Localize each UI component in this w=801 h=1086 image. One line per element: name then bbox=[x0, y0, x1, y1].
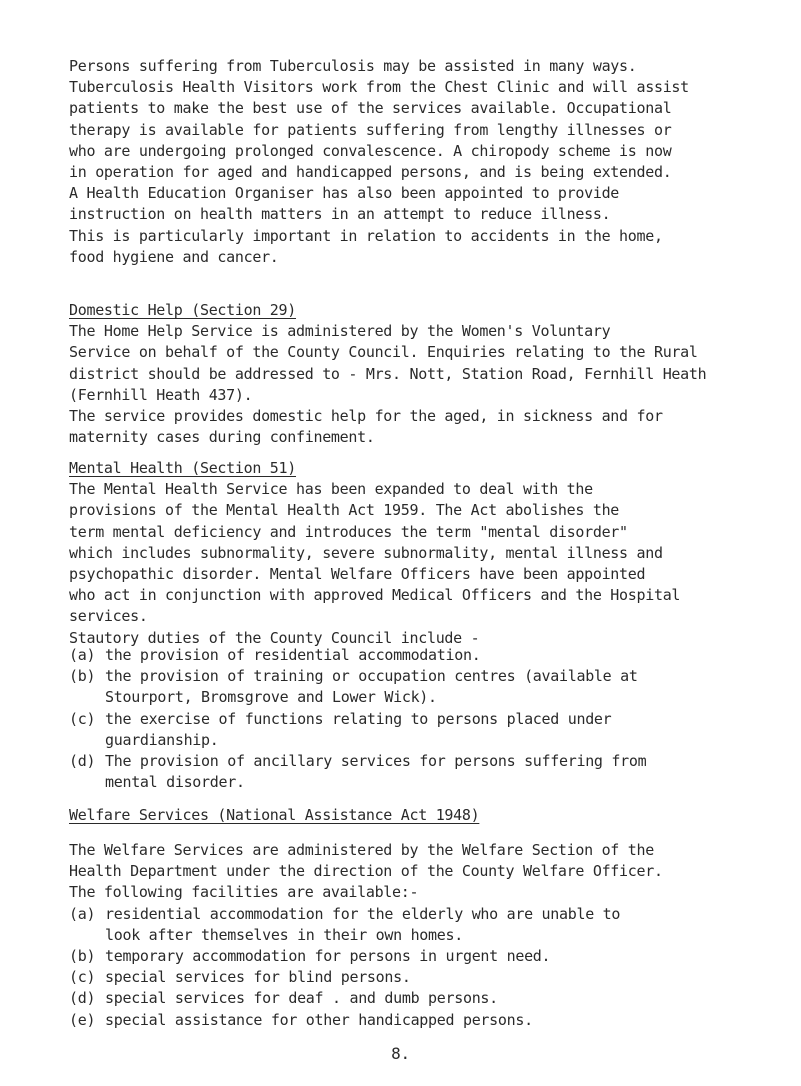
list-marker: (a) bbox=[69, 904, 96, 923]
page-number: 8. bbox=[391, 1044, 410, 1063]
mental-health-section bbox=[69, 458, 789, 649]
list-item-text: special services for deaf . and dumb persons. bbox=[105, 989, 498, 1008]
paragraph-line: psychopathic disorder. Mental Welfare Officers have been appointed bbox=[69, 564, 646, 583]
paragraph-line: This is particularly important in relation to accidents in the home, bbox=[69, 226, 663, 245]
list-item-text: look after themselves in their own homes. bbox=[105, 925, 463, 944]
mental-health-duties-list bbox=[69, 645, 789, 793]
paragraph-line: provisions of the Mental Health Act 1959. The Act abolishes the bbox=[69, 501, 620, 520]
list-item-text: Stourport, Bromsgrove and Lower Wick). bbox=[105, 688, 437, 707]
list-marker: (b) bbox=[69, 946, 96, 965]
list-item bbox=[69, 645, 789, 666]
paragraph-line: Stautory duties of the County Council include - bbox=[69, 628, 480, 647]
list-item-text: special assistance for other handicapped persons. bbox=[105, 1010, 533, 1029]
welfare-services-section bbox=[69, 805, 789, 826]
paragraph-line: (Fernhill Heath 437). bbox=[69, 385, 253, 404]
list-item-text: temporary accommodation for persons in urgent need. bbox=[105, 946, 551, 965]
paragraph-line: food hygiene and cancer. bbox=[69, 247, 279, 266]
list-item bbox=[69, 967, 789, 988]
list-item-text: guardianship. bbox=[105, 730, 219, 749]
paragraph-line: which includes subnormality, severe subnormality, mental illness and bbox=[69, 543, 663, 562]
paragraph-line: Persons suffering from Tuberculosis may be assisted in many ways. bbox=[69, 57, 637, 75]
list-item-text: special services for blind persons. bbox=[105, 968, 411, 987]
paragraph-line: maternity cases during confinement. bbox=[69, 428, 375, 447]
list-marker: (c) bbox=[69, 709, 96, 728]
list-item bbox=[69, 904, 789, 946]
paragraph-line: district should be addressed to - Mrs. Nott, Station Road, Fernhill Heath bbox=[69, 364, 707, 383]
list-marker: (d) bbox=[69, 989, 96, 1008]
paragraph-line: A Health Education Organiser has also been appointed to provide bbox=[69, 184, 620, 203]
paragraph-line: term mental deficiency and introduces the term "mental disorder" bbox=[69, 522, 628, 541]
list-marker: (c) bbox=[69, 968, 96, 987]
list-item-text: the exercise of functions relating to persons placed under bbox=[105, 709, 612, 728]
list-item-text: residential accommodation for the elderly who are unable to bbox=[105, 904, 621, 923]
section-heading: Domestic Help (Section 29) bbox=[69, 301, 297, 319]
list-item bbox=[69, 1010, 789, 1031]
paragraph-line: therapy is available for patients suffering from lengthy illnesses or bbox=[69, 120, 672, 139]
list-marker: (a) bbox=[69, 646, 96, 664]
paragraph-line: instruction on health matters in an attempt to reduce illness. bbox=[69, 205, 611, 224]
welfare-services-body bbox=[69, 840, 789, 1031]
paragraph-line: Service on behalf of the County Council. Enquiries relating to the Rural bbox=[69, 343, 698, 362]
paragraph-line: Health Department under the direction of the County Welfare Officer. bbox=[69, 862, 663, 881]
tuberculosis-paragraph bbox=[69, 56, 789, 268]
list-marker: (b) bbox=[69, 667, 96, 686]
list-item bbox=[69, 666, 789, 708]
paragraph-line: services. bbox=[69, 607, 148, 626]
list-item-text: the provision of training or occupation centres (available at bbox=[105, 667, 638, 686]
paragraph-line: Tuberculosis Health Visitors work from the Chest Clinic and will assist bbox=[69, 78, 689, 97]
paragraph-line: The following facilities are available:- bbox=[69, 883, 419, 902]
paragraph-line: in operation for aged and handicapped persons, and is being extended. bbox=[69, 162, 672, 181]
paragraph-line: who are undergoing prolonged convalescence. A chiropody scheme is now bbox=[69, 141, 672, 160]
domestic-help-section bbox=[69, 300, 789, 448]
list-item bbox=[69, 751, 789, 793]
list-item-text: the provision of residential accommodation. bbox=[105, 646, 481, 664]
section-heading: Welfare Services (National Assistance Act 1948) bbox=[69, 806, 480, 824]
section-heading: Mental Health (Section 51) bbox=[69, 459, 297, 477]
paragraph-line: patients to make the best use of the services available. Occupational bbox=[69, 99, 672, 118]
list-item bbox=[69, 709, 789, 751]
paragraph-line: who act in conjunction with approved Medical Officers and the Hospital bbox=[69, 586, 681, 605]
paragraph-line: The Welfare Services are administered by the Welfare Section of the bbox=[69, 841, 654, 859]
list-item-text: The provision of ancillary services for persons suffering from bbox=[105, 751, 647, 770]
list-marker: (d) bbox=[69, 751, 96, 770]
paragraph-line: The service provides domestic help for the aged, in sickness and for bbox=[69, 406, 663, 425]
list-item bbox=[69, 988, 789, 1009]
paragraph-line: The Mental Health Service has been expanded to deal with the bbox=[69, 480, 593, 499]
paragraph-line: The Home Help Service is administered by the Women's Voluntary bbox=[69, 322, 611, 341]
list-item bbox=[69, 946, 789, 967]
list-item-text: mental disorder. bbox=[105, 773, 245, 792]
list-marker: (e) bbox=[69, 1010, 96, 1029]
